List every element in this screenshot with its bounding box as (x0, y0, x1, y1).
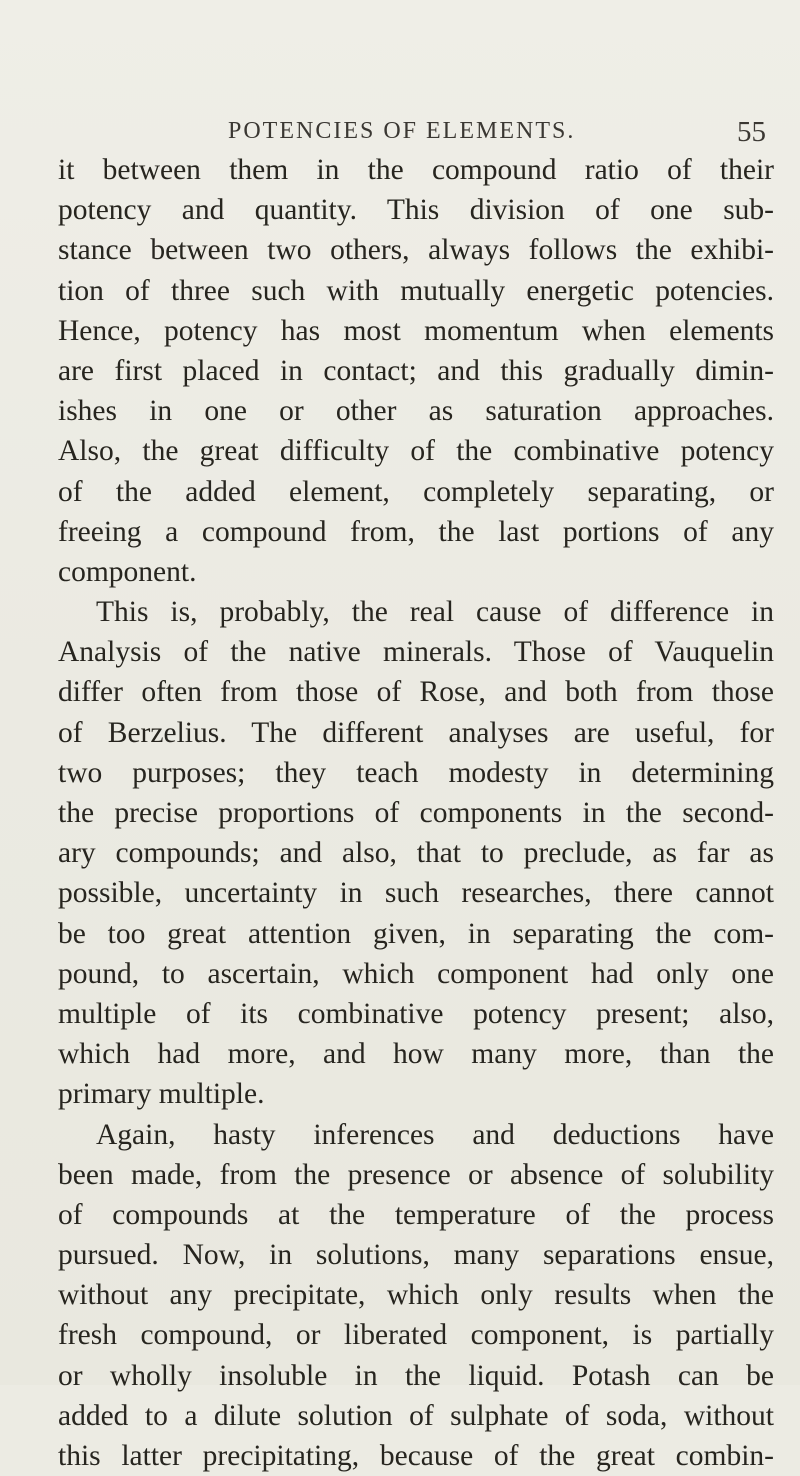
text-line: of compounds at the temperature of the process (58, 1195, 774, 1235)
text-line: been made, from the presence or absence of solubility (58, 1155, 774, 1195)
text-line: fresh compound, or liberated component, is partially (58, 1315, 774, 1355)
text-line: Again, hasty inferences and deductions have (58, 1115, 774, 1155)
text-line: Also, the great difficulty of the combinative potency (58, 431, 774, 471)
paragraph-2 (58, 592, 774, 1114)
paragraph-1 (58, 150, 774, 592)
text-line: This is, probably, the real cause of difference in (58, 592, 774, 632)
text-line: added to a dilute solution of sulphate of soda, without (58, 1396, 774, 1436)
text-line: which had more, and how many more, than the (58, 1034, 774, 1074)
text-line: multiple of its combinative potency present; also, (58, 994, 774, 1034)
text-line: two purposes; they teach modesty in determining (58, 753, 774, 793)
text-line: primary multiple. (58, 1074, 774, 1114)
body-text (58, 150, 774, 1476)
text-line: Analysis of the native minerals. Those of Vauquelin (58, 632, 774, 672)
text-line: ishes in one or other as saturation approaches. (58, 391, 774, 431)
text-line: are first placed in contact; and this gradually dimin- (58, 351, 774, 391)
text-line: be too great attention given, in separating the com- (58, 914, 774, 954)
text-line: differ often from those of Rose, and both from those (58, 672, 774, 712)
text-line: or wholly insoluble in the liquid. Potash can be (58, 1356, 774, 1396)
running-head (0, 112, 800, 152)
text-line: stance between two others, always follows the exhibi- (58, 230, 774, 270)
text-line: without any precipitate, which only results when the (58, 1275, 774, 1315)
text-line: pound, to ascertain, which component had only one (58, 954, 774, 994)
text-line: of Berzelius. The different analyses are useful, for (58, 713, 774, 753)
text-line: Hence, potency has most momentum when elements (58, 311, 774, 351)
text-line: potency and quantity. This division of one sub- (58, 190, 774, 230)
text-line: of the added element, completely separating, or (58, 472, 774, 512)
page-number: 55 (737, 116, 766, 149)
text-line: this latter precipitating, because of the great combin- (58, 1436, 774, 1476)
running-title: POTENCIES OF ELEMENTS. (228, 118, 575, 145)
text-line: ary compounds; and also, that to preclude, as far as (58, 833, 774, 873)
paragraph-3 (58, 1115, 774, 1476)
text-line: the precise proportions of components in the second- (58, 793, 774, 833)
text-line: it between them in the compound ratio of their (58, 150, 774, 190)
text-line: tion of three such with mutually energetic potencies. (58, 271, 774, 311)
text-line: freeing a compound from, the last portions of any (58, 512, 774, 552)
text-line: possible, uncertainty in such researches, there cannot (58, 873, 774, 913)
text-line: pursued. Now, in solutions, many separations ensue, (58, 1235, 774, 1275)
text-line: component. (58, 552, 774, 592)
